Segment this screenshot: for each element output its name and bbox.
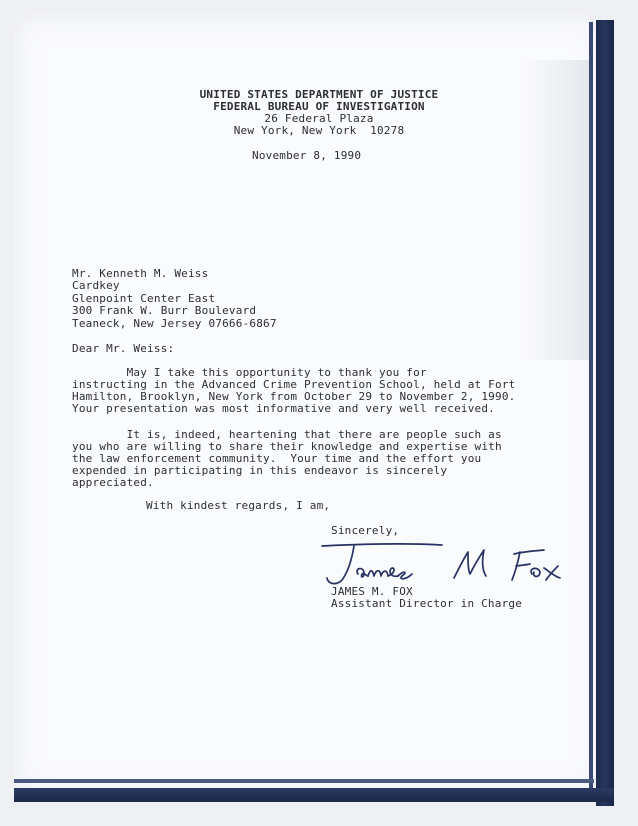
scan-edge-bottom	[14, 788, 614, 802]
paragraph1-line: May I take this opportunity to thank you for	[72, 366, 427, 379]
scan-edge-right-inner	[589, 22, 593, 792]
letterhead-city: New York, New York 10278	[233, 124, 405, 137]
signer-name: JAMES M. FOX	[331, 585, 413, 598]
paragraph1-line: Hamilton, Brooklyn, New York from October 29 to November 2, 1990.	[72, 390, 516, 403]
recipient-building: Glenpoint Center East	[72, 292, 216, 305]
handwritten-signature	[318, 540, 578, 590]
recipient-company: Cardkey	[72, 279, 120, 292]
paragraph2-line: It is, indeed, heartening that there are people such as	[72, 428, 502, 441]
letterhead-street: 26 Federal Plaza	[264, 112, 374, 125]
recipient-street: 300 Frank W. Burr Boulevard	[72, 304, 257, 317]
closing-line: With kindest regards, I am,	[146, 499, 331, 512]
paragraph1-line: instructing in the Advanced Crime Prevention School, held at Fort	[72, 378, 516, 391]
signer-title: Assistant Director in Charge	[331, 597, 523, 610]
scan-edge-bottom-inner	[14, 779, 594, 783]
paragraph1-line: Your presentation was most informative and very well received.	[72, 402, 495, 415]
paragraph2-line: expended in participating in this endeavor is sincerely	[72, 464, 448, 477]
scan-edge-right	[596, 20, 614, 806]
salutation: Dear Mr. Weiss:	[72, 342, 175, 355]
paragraph2-line: you who are willing to share their knowledge and expertise with	[72, 440, 502, 453]
letterhead-bureau: FEDERAL BUREAU OF INVESTIGATION	[213, 100, 425, 113]
paragraph2-line: the law enforcement community. Your time and the effort you	[72, 452, 482, 465]
letterhead-department: UNITED STATES DEPARTMENT OF JUSTICE	[199, 88, 439, 101]
recipient-name: Mr. Kenneth M. Weiss	[72, 267, 209, 280]
recipient-city: Teaneck, New Jersey 07666-6867	[72, 317, 277, 330]
complimentary-close: Sincerely,	[331, 524, 400, 537]
paragraph2-line: appreciated.	[72, 476, 154, 489]
letter-date: November 8, 1990	[252, 149, 362, 162]
